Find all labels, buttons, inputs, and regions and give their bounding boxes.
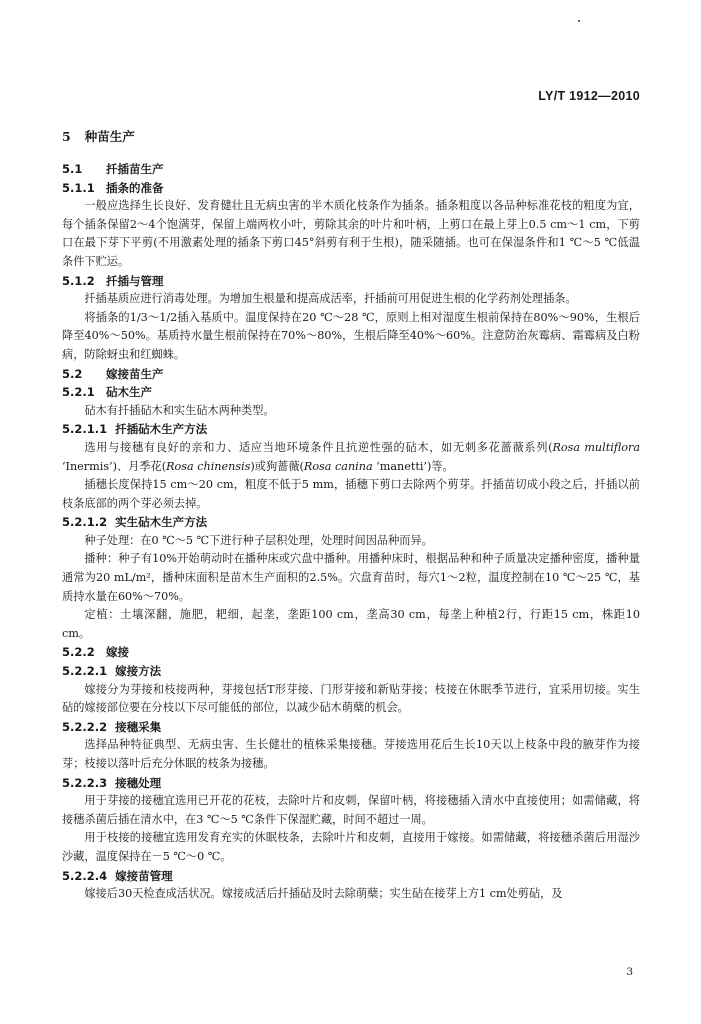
heading-5-2-2: 5.2.2 嫁接 <box>62 645 129 660</box>
paragraph-scion-treatment-a: 用于芽接的接穗宜选用已开花的花枝，去除叶片和皮刺，保留叶柄，将接穗插入清水中直接使用；如需储藏，将接穗杀菌后插在清水中，在3 ℃～5 ℃条件下保湿贮藏，时间不超过一周。 <box>62 794 640 826</box>
heading-5-2-1-1: 5.2.1.1 扦插砧木生产方法 <box>62 422 208 437</box>
paragraph-cutting-rootstock-a: 选用与接穗有良好的亲和力、适应当地环境条件且抗逆性强的砧木，如无刺多花蔷薇系列(Rosa multiflora ‘Inermis’)、月季花(Rosa chinensis)或狗蔷薇(Rosa canina ‘manetti’)等。 <box>62 440 640 473</box>
page-number: 3 <box>626 966 633 978</box>
heading-5-2-2-1: 5.2.2.1 嫁接方法 <box>62 664 162 679</box>
paragraph-seedling-seed-treatment: 种子处理：在0 ℃～5 ℃下进行种子层积处理，处理时间因品种而异。 <box>84 533 433 547</box>
heading-5-1-1: 5.1.1 插条的准备 <box>62 180 164 195</box>
section-heading <box>62 128 640 145</box>
paragraph-cuttings-prep: 一般应选择生长良好、发育健壮且无病虫害的半木质化枝条作为插条。插条粗度以各品种标准花枝的粗度为宜，每个插条保留2～4个饱满芽，保留上端两枚小叶，剪除其余的叶片和叶柄，上剪口在最上芽上0.5 cm～1 cm，下剪口在最下芽下平剪(不用激素处理的插条下剪口45°斜剪有利于生根)，随采随插。也可在保湿条件和1 ℃～5 ℃低温条件下贮运。 <box>62 199 640 268</box>
heading-5-2-2-4: 5.2.2.4 嫁接苗管理 <box>62 868 173 883</box>
heading-5-1-2: 5.1.2 扦插与管理 <box>62 273 164 288</box>
standard-code: LY/T 1912—2010 <box>538 89 640 103</box>
paragraph-cutting-mgmt-a: 扦插基质应进行消毒处理。为增加生根量和提高成活率，扦插前可用促进生根的化学药剂处理插条。 <box>84 292 577 306</box>
paragraph-seedling-sowing: 播种：种子有10%开始萌动时在播种床或穴盘中播种。用播种床时，根据品种和种子质量决定播种密度，播种量通常为20 mL/m²，播种床面积是苗木生产面积的2.5%。穴盘育苗时，每穴1～2粒，温度控制在10 ℃～25 ℃，基质持水量在60%～70%。 <box>62 552 640 603</box>
paragraph-scion-collection: 选择品种特征典型、无病虫害、生长健壮的植株采集接穗。芽接选用花后生长10天以上枝条中段的腋芽作为接芽；枝接以落叶后充分休眠的枝条为接穗。 <box>62 738 640 770</box>
heading-5-2-1-2: 5.2.1.2 实生砧木生产方法 <box>62 515 208 530</box>
heading-5-2-2-3: 5.2.2.3 接穗处理 <box>62 775 162 790</box>
paragraph-cutting-mgmt-b: 将插条的1/3～1/2插入基质中。温度保持在20 ℃～28 ℃，原则上相对湿度生根前保持在80%～90%，生根后降至40%～50%。基质持水量生根前保持在70%～80%，生根后降至40%～60%。注意防治灰霉病、霜霉病及白粉病，防除蚜虫和红蜘蛛。 <box>62 310 640 361</box>
scan-speck <box>578 20 580 22</box>
section-title: 种苗生产 <box>84 129 135 144</box>
heading-5-2-2-2: 5.2.2.2 接穗采集 <box>62 719 162 734</box>
paragraph-seedling-planting: 定植：土壤深翻，施肥，耙细，起垄，垄距100 cm，垄高30 cm，每垄上种植2行，行距15 cm，株距10 cm。 <box>62 608 640 640</box>
page-body <box>62 128 640 904</box>
section-number: 5 <box>62 129 71 144</box>
paragraph-scion-treatment-b: 用于枝接的接穗宜选用发育充实的休眠枝条，去除叶片和皮刺，直接用于嫁接。如需储藏，将接穗杀菌后用湿沙沙藏，温度保持在－5 ℃～0 ℃。 <box>62 831 640 863</box>
paragraph-grafted-seedling-mgmt: 嫁接后30天检查成活状况。嫁接成活后扦插砧及时去除萌蘖；实生砧在接芽上方1 cm处剪砧，及 <box>84 887 563 901</box>
paragraph-grafting-methods: 嫁接分为芽接和枝接两种，芽接包括T形芽接、门形芽接和新贴芽接；枝接在休眠季节进行，宜采用切接。实生砧的嫁接部位要在分枝以下尽可能低的部位，以减少砧木萌蘖的机会。 <box>62 682 640 715</box>
heading-5-1: 5.1 扦插苗生产 <box>62 162 164 176</box>
heading-5-2-1: 5.2.1 砧木生产 <box>62 385 152 400</box>
paragraph-cutting-rootstock-b: 插穗长度保持15 cm～20 cm，粗度不低于5 mm，插穗下剪口去除两个剪芽。扦插苗切成小段之后，扦插以前枝条底部的两个芽必须去掉。 <box>62 478 640 510</box>
paragraph-rootstock-types: 砧木有扦插砧木和实生砧木两种类型。 <box>84 403 275 417</box>
heading-5-2: 5.2 嫁接苗生产 <box>62 366 164 381</box>
